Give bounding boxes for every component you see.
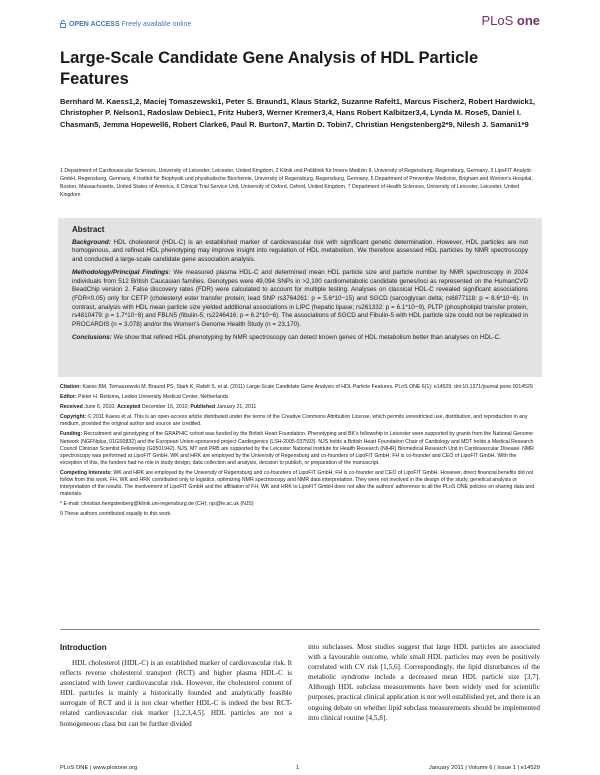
accepted-label: Accepted bbox=[117, 404, 141, 411]
open-access-banner bbox=[60, 20, 191, 28]
introduction-text-right: into subclasses. Most studies suggest that large HDL particles are associated with a favourable outcome, while small HDL particles may even be positively correlated with CV risk [1,5,6]. Correspondingly, the lipid disturbances of the metabolic syndrome include a decreased mean HDL particle size [3,7]. Although HDL subclass measurements have been widely used for scientific purposes, practical clinical application is not well established yet, and there is an ongoing debate on whether lipid subclass measurements should be implemented into clinical routine [4,5,8]. bbox=[308, 643, 540, 722]
accepted-date: December 16, 2010; bbox=[140, 404, 191, 411]
author-list: Bernhard M. Kaess1,2, Maciej Tomaszewski1, Peter S. Braund1, Klaus Stark2, Suzanne Rafelt1, Marcus Fischer2, Robert Hardwick1, Christopher P. Nelson1, Radoslaw Debiec1, Fritz Huber3, Werner Kremer3,4, Hans Robert Kalbitzer3,4, Lynda M. Rose5, Daniel I. Chasman5, Jemma Hopewell6, Robert Clarke6, Paul R. Burton7, Martin D. Tobin7, Christian Hengstenberg2*9, Nilesh J. Samani1*9 bbox=[60, 97, 536, 129]
received-label: Received bbox=[60, 404, 83, 411]
background-label: Background: bbox=[72, 238, 111, 246]
citation-text: Kaess BM, Tomaszewski M, Braund PS, Stark K, Rafelt S, et al. (2011) Large-Scale Candidate Gene Analysis of HDL Particle Features. PLoS ONE 6(1): e14529. doi:10.1371/journal.pone.0014529 bbox=[81, 384, 533, 390]
article-metadata bbox=[60, 384, 540, 522]
copyright-label: Copyright: bbox=[60, 414, 87, 421]
abstract-conclusions bbox=[72, 334, 528, 343]
abstract-heading: Abstract bbox=[72, 225, 105, 234]
dates bbox=[60, 404, 540, 411]
equal-contribution-note: 9 These authors contributed equally to this work. bbox=[60, 511, 172, 518]
logo-plos: PLoS bbox=[481, 13, 514, 28]
competing-label: Competing Interests: bbox=[60, 469, 112, 476]
corresponding-email: * E-mail: christian.hengstenberg@klinik.uni-regensburg.de (CH); njs@le.ac.uk (NJS) bbox=[60, 501, 254, 508]
competing-text: WK and HRK are employed by the University of Regensburg and co-founders of LipoFIT GmbH; FH is co-founder and CEO of LipoFIT GmbH. However, direct financial benefits did not follow from this work. FH, WK and HRK contributed only to logistics, optimizing NMR spectroscopy and NMR data interpretation. They were not involved in the design of the study, genetical analysis or interpretation of the results. The involvement of LipoFIT GmbH and the affiliation of FH, WK and HRK to LipoFIT GmbH does not alter the authors' adherence to all the PLoS ONE policies on sharing data and materials. bbox=[60, 469, 535, 498]
competing-interests bbox=[60, 470, 540, 498]
divider-rule bbox=[60, 629, 540, 630]
introduction-heading: Introduction bbox=[60, 643, 107, 652]
citation-label: Citation: bbox=[60, 384, 82, 390]
article-title: Large-Scale Candidate Gene Analysis of HDL Particle Features bbox=[60, 49, 479, 88]
freely-available-label: Freely available online bbox=[121, 20, 192, 28]
received-date: June 6, 2010; bbox=[82, 404, 118, 411]
editor-text: Pieter H. Reitsma, Leiden University Medical Center, Netherlands bbox=[76, 394, 229, 401]
abstract-content bbox=[72, 226, 528, 346]
footer-page-number: 1 bbox=[296, 765, 300, 771]
logo-one: one bbox=[516, 13, 540, 28]
conclusions-text: We show that refined HDL phenotyping by NMR spectroscopy can detect known genes of HDL metabolism better than analyses on HDL-C. bbox=[111, 333, 501, 341]
citation bbox=[60, 384, 540, 391]
open-access-label: OPEN ACCESS bbox=[68, 20, 120, 28]
footer-issue: January 2011 | Volume 6 | Issue 1 | e14529 bbox=[428, 765, 540, 771]
editor bbox=[60, 394, 540, 401]
copyright bbox=[60, 414, 540, 428]
methods-text: We measured plasma HDL-C and determined mean HDL particle size and particle number by NMR spectroscopy in 2024 individuals from 512 British Caucasian families. Genotypes were 49,094 SNPs in >2,100 cardiometabolic candidate genes/loci as represented on the HumanCVD BeadChip version 2. False discovery rates (FDR) were calculated to account for multiple testing. Analyses on classical HDL-C revealed significant associations (FDR<0.05) only for CETP (cholesteryl ester transfer protein; lead SNP rs3764261: p = 5.6*10−15) and SGCD (sarcoglycan delta; rs6877118: p = 8.6*10−6). In contrast, analysis with HDL mean particle size yielded additional associations in LIPC (hepatic lipase; rs261332: p = 6.1*10−9), PLTP (phospholipid transfer protein, rs4810479: p = 1.7*10−8) and FBLN5 (fibulin-5; rs2246416: p = 6.2*10−6). The associations of SGCD and Fibulin-5 with HDL particle size could not be replicated in PROCARDIS (n = 3,078) and/or the Women's Genome Health Study (n = 23,170). bbox=[72, 268, 528, 329]
abstract-methods bbox=[72, 269, 528, 330]
funding bbox=[60, 431, 540, 466]
open-access-lock-icon bbox=[60, 20, 66, 28]
conclusions-label: Conclusions: bbox=[72, 333, 112, 341]
body-column-left bbox=[60, 643, 292, 729]
funding-text: Recruitment and genotyping of the GRAPHIC cohort was funded by the British Heart Foundation. Phenotyping and BK's fellowship in Leicester were supported by grants from the National Genome Network (NGFNplus, 01GS0832) and the European Union-sponsored project Cardiogenics (LSH-2005-037593). NJS holds a British Heart Foundation Chair of Cardiology and MDT holds a Medical Research Council Clinician Scientist Fellowship (G0501942). NJS, MT and PRB are supported by the Leicester National Institute for Health Research (NIHR) Biomedical Research Unit in Cardiovascular Disease. NMR spectroscopy was performed at LipoFIT GmbH. WK and HRK are employed by the University of Regensburg and co-founders of LipoFIT GmbH; FH is co-founder and CEO of LipoFIT GmbH. With the exception of this, the funders had no role in study design, data collection and analysis, decision to publish, or preparation of the manuscript. bbox=[60, 431, 534, 466]
funding-label: Funding: bbox=[60, 431, 83, 438]
abstract-background bbox=[72, 239, 528, 265]
introduction-text-left: HDL cholesterol (HDL-C) is an established marker of cardiovascular risk. It reflects reverse cholesterol transport (RCT) and higher plasma HDL-C is associated with lower cardiovascular risk. However, the cholesterol content of HDL particles is mainly a historically founded and analytically feasible surrogate of RCT and it is not clear whether HDL-C is indeed the best RCT-related cardiovascular risk marker [1,2,3,4,5]. HDL particles are not a homogeneous class but can be further divided bbox=[60, 659, 292, 728]
published-label: Published bbox=[190, 404, 216, 411]
footer-journal[interactable]: PLoS ONE | www.plosone.org bbox=[60, 765, 138, 771]
plos-one-logo bbox=[481, 13, 540, 28]
copyright-text: © 2011 Kaess et al. This is an open-access article distributed under the terms of the Creative Commons Attribution License, which permits unrestricted use, distribution, and reproduction in any medium, provided the original author and source are credited. bbox=[60, 414, 528, 428]
background-text: HDL cholesterol (HDL-C) is an established marker of cardiovascular risk with significant genetic determination. However, HDL particles are not homogenous, and refined HDL phenotyping may improve insight into regulation of HDL metabolism. We therefore assessed HDL particles by NMR spectroscopy and conducted a large-scale candidate gene association analysis. bbox=[72, 238, 528, 264]
affiliations: 1 Department of Cardiovascular Sciences, University of Leicester, Leicester, United Kingdom, 2 Klinik und Poliklinik für Innere Medizin II, University of Regensburg, Regensburg, Germany, 3 LipoFIT Analytic GmbH, Regensburg, Germany, 4 Institut für Biophysik und physikalische Biochemie, University of Regensburg, Regensburg, Germany, 5 Department of Preventive Medicine, Brigham and Women's Hospital, Boston, Massachusetts, United States of America, 6 Clinical Trial Service Unit, University of Oxford, Oxford, United Kingdom, 7 Department of Health Sciences, University of Leicester, Leicester, United Kingdom bbox=[60, 168, 533, 198]
editor-label: Editor: bbox=[60, 394, 77, 401]
published-date: January 21, 2011 bbox=[215, 404, 257, 411]
methods-label: Methodology/Principal Findings: bbox=[72, 268, 171, 276]
abstract-box bbox=[58, 218, 542, 377]
body-column-right bbox=[308, 642, 540, 723]
